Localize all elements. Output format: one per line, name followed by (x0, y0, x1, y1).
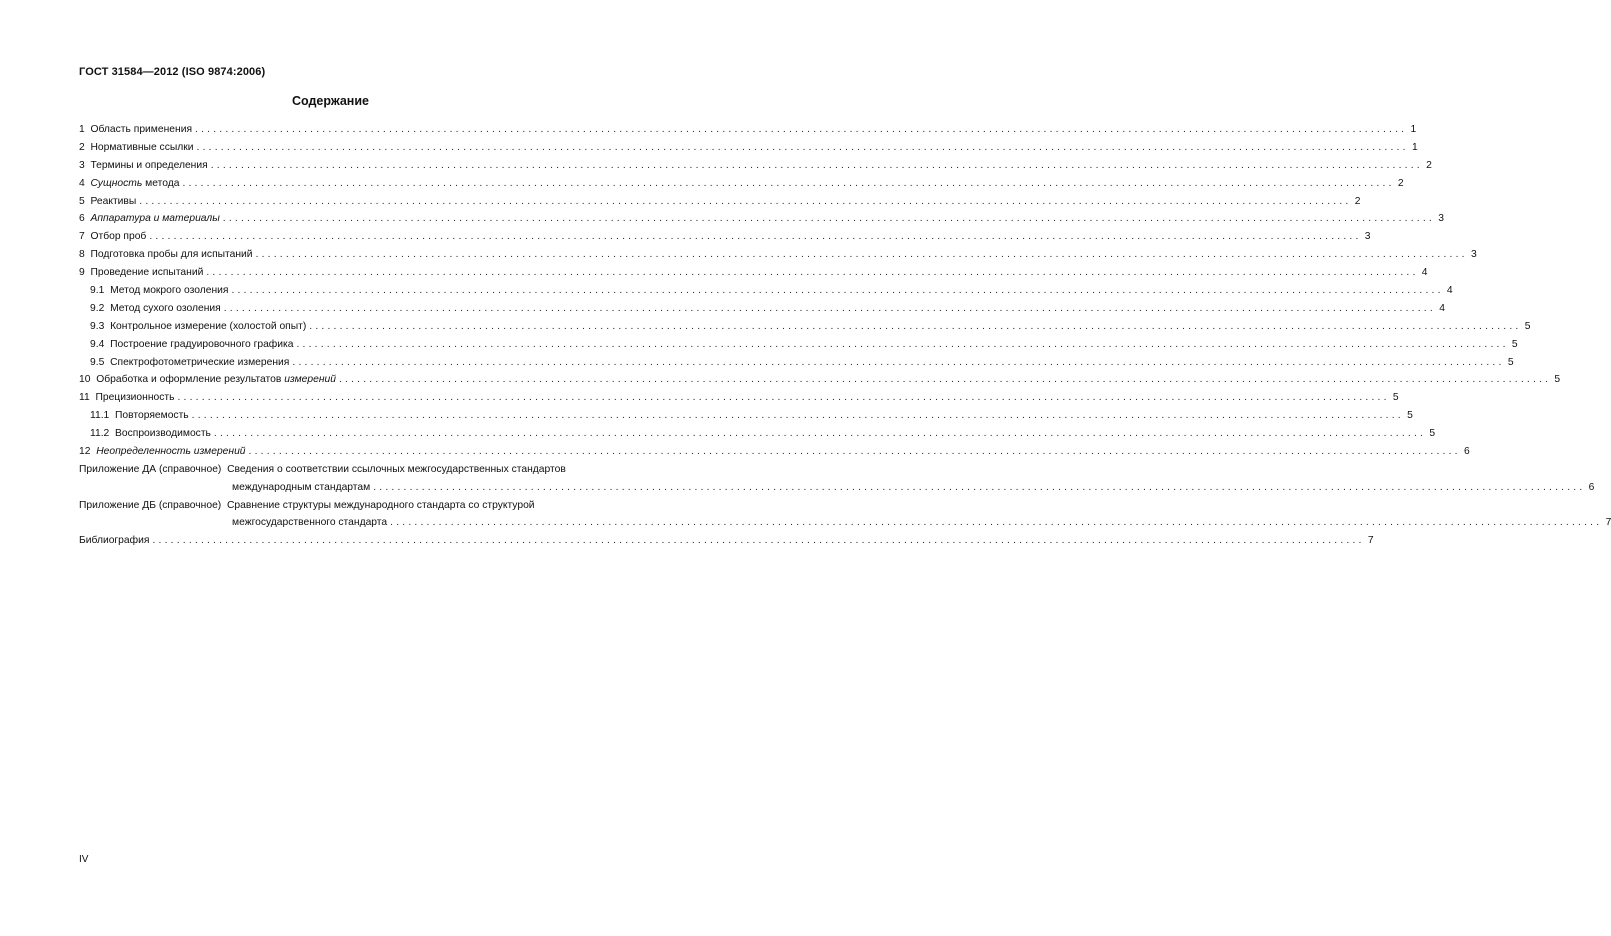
toc-page-number: 1 (1411, 141, 1418, 153)
toc-title: Содержание (291, 94, 369, 108)
leader-dots: ........................................................................................................................................................................................................ (248, 446, 1461, 458)
toc-page-number: 4 (1421, 267, 1428, 279)
leader-dots: ........................................................................................................................................................................................................ (191, 410, 1404, 422)
toc-entry-9-2[interactable]: 9.2 Метод сухого озоления ........................................................................................................................................................................................................ 4 (79, 300, 614, 318)
toc-entry-11[interactable]: 11 Прецизионность ........................................................................................................................................................................................................ 5 (79, 389, 614, 407)
toc-page-number: 4 (1439, 302, 1445, 314)
leader-dots: ........................................................................................................................................................................................................ (255, 249, 1468, 261)
toc-page-number: 5 (1407, 410, 1413, 422)
toc-page-number: 5 (1392, 392, 1399, 404)
toc-page-number: 3 (1471, 249, 1477, 261)
toc-page-number: 6 (1463, 446, 1470, 458)
toc-entry-9-3[interactable]: 9.3 Контрольное измерение (холостой опыт) ........................................................................................................................................................................................................ 5 (79, 318, 614, 336)
leader-dots: ........................................................................................................................................................................................................ (231, 285, 1444, 297)
toc-entry-12[interactable]: 12 Неопределенность измерений ........................................................................................................................................................................................................ 6 (79, 443, 614, 461)
toc-entry-4[interactable]: 4 Сущность метода ........................................................................................................................................................................................................ 2 (79, 175, 614, 193)
toc-page-number: 4 (1446, 285, 1453, 297)
toc-page-number: 5 (1511, 338, 1518, 350)
leader-dots: ........................................................................................................................................................................................................ (292, 356, 1505, 368)
toc-entry-5[interactable]: 5 Реактивы ........................................................................................................................................................................................................ 2 (79, 193, 614, 211)
toc-entry-3[interactable]: 3 Термины и определения ........................................................................................................................................................................................................ 2 (79, 157, 614, 175)
leader-dots: ........................................................................................................................................................................................................ (195, 124, 1408, 135)
leader-dots: ........................................................................................................................................................................................................ (373, 481, 1586, 493)
toc-entry-11-2[interactable]: 11.2 Воспроизводимость ........................................................................................................................................................................................................ 5 (79, 425, 614, 443)
leader-dots: ........................................................................................................................................................................................................ (139, 195, 1352, 207)
toc-entry-2[interactable]: 2 Нормативные ссылки ........................................................................................................................................................................................................ 1 (79, 139, 614, 157)
toc-page-number: 1 (1410, 124, 1417, 135)
toc-entry-9-5[interactable]: 9.5 Спектрофотометрические измерения ........................................................................................................................................................................................................ 5 (79, 354, 614, 372)
toc-page-number: 2 (1426, 159, 1432, 171)
leader-dots: ........................................................................................................................................................................................................ (182, 177, 1395, 189)
toc-entry-appendix-db[interactable]: Приложение ДБ (справочное) Сравнение структуры международного стандарта со структурой межгосударственного стандарта ........................................................................................................................................................................................................ 7 (79, 497, 614, 533)
toc-entry-8[interactable]: 8 Подготовка пробы для испытаний ........................................................................................................................................................................................................ 3 (79, 246, 614, 264)
toc-page-number: 7 (1367, 535, 1374, 547)
toc-page-number: 2 (1397, 177, 1404, 189)
toc-entry-1[interactable]: 1 Область применения ........................................................................................................................................................................................................ 1 (79, 121, 614, 139)
page-number-footer: IV (79, 854, 89, 865)
leader-dots: ........................................................................................................................................................................................................ (338, 374, 1552, 386)
document-id-header: ГОСТ 31584—2012 (ISO 9874:2006) (79, 66, 266, 78)
toc-entry-7[interactable]: 7 Отбор проб ........................................................................................................................................................................................................ 3 (79, 228, 614, 246)
toc-entry-10[interactable]: 10 Обработка и оформление результатов измерений ........................................................................................................................................................................................................ 5 (79, 371, 614, 389)
toc-entry-appendix-da[interactable]: Приложение ДА (справочное) Сведения о соответствии ссылочных межгосударственных стандартов международным стандартам ........................................................................................................................................................................................................ 6 (79, 461, 614, 497)
toc-page-number: 6 (1588, 481, 1595, 493)
toc-page-number: 5 (1429, 428, 1436, 440)
leader-dots: ........................................................................................................................................................................................................ (296, 338, 1509, 350)
table-of-contents (79, 121, 1611, 550)
leader-dots: ........................................................................................................................................................................................................ (196, 141, 1409, 153)
leader-dots: ........................................................................................................................................................................................................ (149, 231, 1362, 243)
toc-page-number: 5 (1554, 374, 1561, 386)
leader-dots: ........................................................................................................................................................................................................ (210, 159, 1423, 171)
toc-entry-9[interactable]: 9 Проведение испытаний ........................................................................................................................................................................................................ 4 (79, 264, 614, 282)
toc-page-number: 5 (1524, 320, 1531, 332)
toc-entry-9-1[interactable]: 9.1 Метод мокрого озоления ........................................................................................................................................................................................................ 4 (79, 282, 614, 300)
leader-dots: ........................................................................................................................................................................................................ (177, 392, 1390, 404)
toc-entry-bibliography[interactable]: Библиография ........................................................................................................................................................................................................ 7 (79, 532, 614, 550)
toc-entry-6[interactable]: 6 Аппаратура и материалы ........................................................................................................................................................................................................ 3 (79, 210, 614, 228)
leader-dots: ........................................................................................................................................................................................................ (206, 267, 1419, 279)
toc-entry-9-4[interactable]: 9.4 Построение градуировочного графика ........................................................................................................................................................................................................ 5 (79, 336, 614, 354)
toc-page-number: 3 (1364, 231, 1371, 243)
leader-dots: ........................................................................................................................................................................................................ (152, 535, 1365, 547)
leader-dots: ........................................................................................................................................................................................................ (213, 428, 1427, 440)
leader-dots: ........................................................................................................................................................................................................ (223, 302, 1436, 314)
toc-page-number: 7 (1605, 517, 1611, 529)
leader-dots: ........................................................................................................................................................................................................ (309, 320, 1522, 332)
toc-page-number: 2 (1354, 195, 1361, 207)
leader-dots: ........................................................................................................................................................................................................ (222, 213, 1435, 225)
leader-dots: ........................................................................................................................................................................................................ (390, 517, 1603, 529)
toc-page-number: 3 (1438, 213, 1444, 225)
toc-entry-11-1[interactable]: 11.1 Повторяемость ........................................................................................................................................................................................................ 5 (79, 407, 614, 425)
toc-page-number: 5 (1507, 356, 1514, 368)
